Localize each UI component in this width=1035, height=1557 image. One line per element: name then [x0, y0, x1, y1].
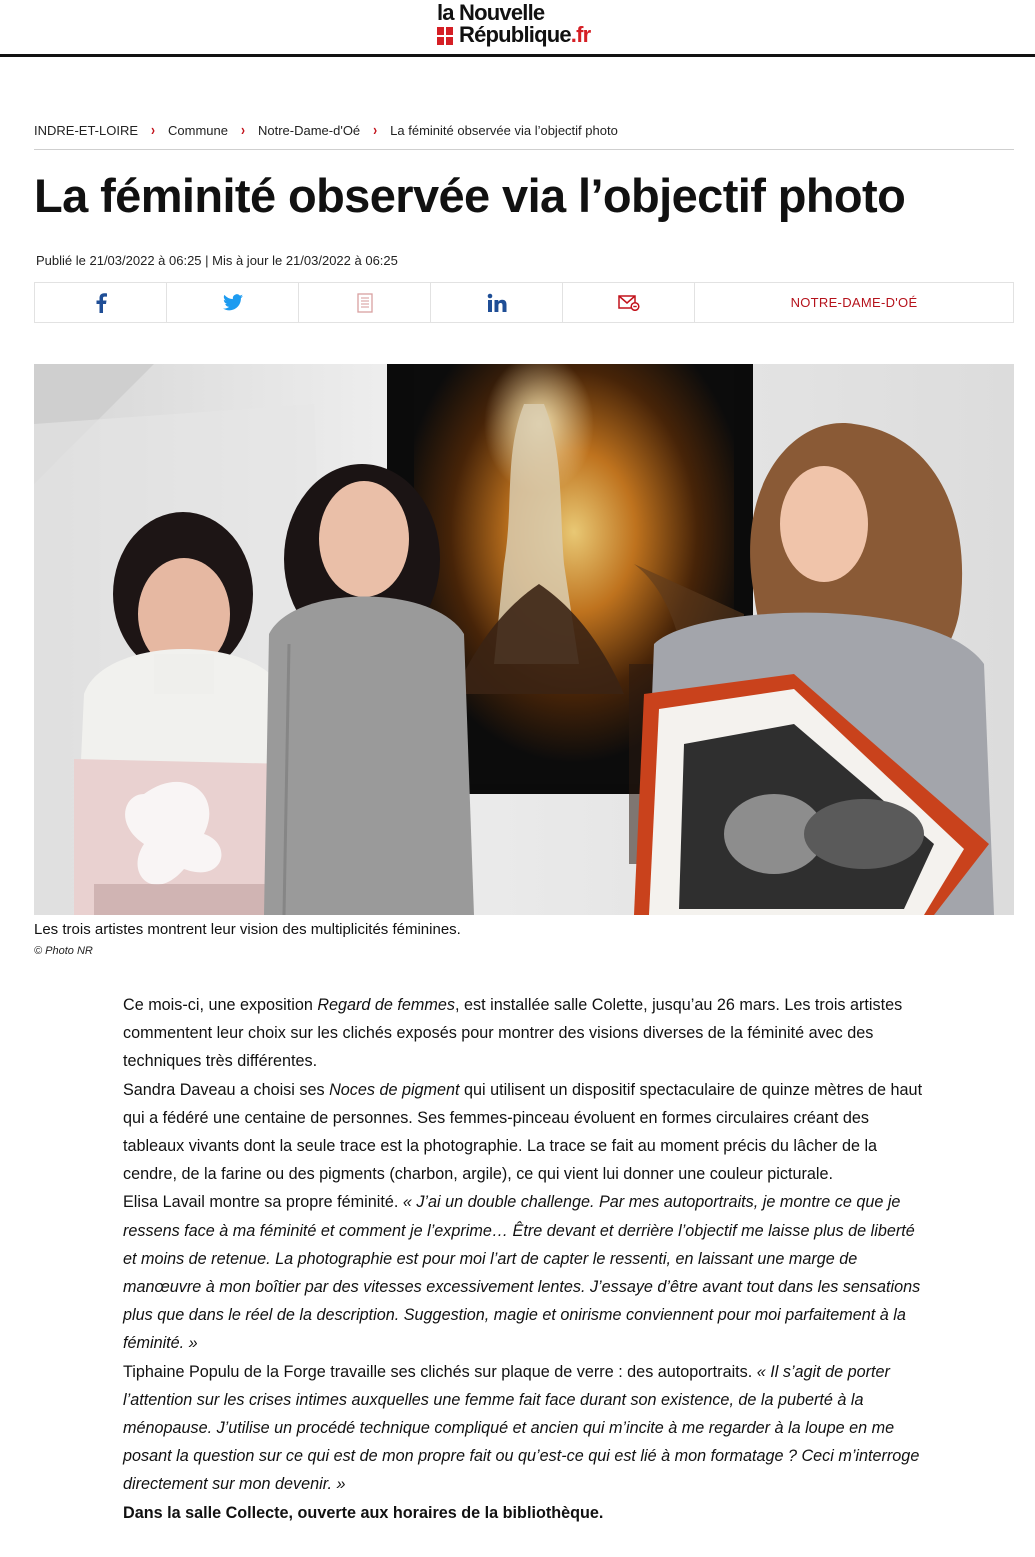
article-practical-info: Dans la salle Collecte, ouverte aux horaires de la bibliothèque. [123, 1503, 604, 1522]
email-icon [618, 295, 640, 311]
share-facebook-button[interactable] [35, 283, 167, 322]
p2-text-a: Sandra Daveau a choisi ses [123, 1080, 330, 1099]
share-bar [34, 282, 1014, 323]
share-twitter-button[interactable] [167, 283, 299, 322]
article-paragraph-1 [123, 991, 928, 1076]
breadcrumb-item-commune[interactable]: Commune [168, 123, 228, 138]
breadcrumb-chevron-icon: › [151, 120, 156, 140]
logo-line-1: la Nouvelle [437, 0, 545, 25]
article-paragraph-3 [123, 1188, 928, 1357]
share-email-button[interactable] [563, 283, 695, 322]
p4-quote: « Il s’agit de porter l’attention sur les crises intimes auxquelles une femme fait face durant son existence, de la puberté à la ménopause. J’utilise un procédé technique compliqué et ancien qui m’incite à me regarder à la loupe en me posant la question sur ce qui est de mon propre fait ou qu’est-ce qui est lié à mon formatage ? Ceci m’interroge directement sur mon devenir. » [123, 1362, 920, 1494]
p2-text-b: qui utilisent un dispositif spectaculaire de quinze mètres de haut qui a fédéré une centaine de personnes. Ses femmes-pinceau évoluent en formes circulaires créant des tableaux vivants dont la seule trace est la photographie. La trace se fait au moment précis du lâcher de la cendre, de la farine ou des pigments (charbon, argile), ce qui vient lui donner une couleur picturale. [123, 1080, 923, 1184]
facebook-icon [95, 293, 107, 313]
photo-caption: Les trois artistes montrent leur vision des multiplicités féminines. [34, 921, 461, 938]
p1-text-a: Ce mois-ci, une exposition [123, 996, 318, 1014]
p3-text-a: Elisa Lavail montre sa propre féminité. [123, 1193, 403, 1212]
breadcrumb-item-notre-dame-d-oe[interactable]: Notre-Dame-d'Oé [257, 123, 361, 138]
breadcrumb [34, 120, 1014, 150]
print-icon [357, 293, 373, 313]
breadcrumb-item-indre-et-loire[interactable]: INDRE-ET-LOIRE [34, 123, 139, 138]
twitter-icon [223, 294, 243, 311]
print-button[interactable] [299, 283, 431, 322]
p2-work-title: Noces de pigment [329, 1080, 460, 1099]
site-logo[interactable] [437, 2, 617, 50]
page-title: La féminité observée via l’objectif photo [34, 169, 906, 222]
article-paragraph-4 [123, 1358, 928, 1499]
logo-mark-icon [437, 27, 453, 45]
logo-name: République [459, 22, 571, 47]
article-photo-image [34, 364, 1014, 915]
p4-text-a: Tiphaine Populu de la Forge travaille ses clichés sur plaque de verre : des autoportraits. [123, 1362, 757, 1381]
article-photo [34, 364, 1014, 915]
logo-line-2 [459, 23, 590, 47]
breadcrumb-chevron-icon: › [373, 120, 378, 140]
p1-exhibition-title: Regard de femmes [317, 996, 456, 1014]
article-paragraph-2 [123, 1076, 928, 1189]
article-body [123, 991, 928, 1527]
publish-dates: Publié le 21/03/2022 à 06:25 | Mis à jour le 21/03/2022 à 06:25 [36, 253, 398, 268]
p1-text-b: , est installée salle Colette, jusqu’au 26 mars. Les trois artistes commentent leur choix sur les clichés exposés pour montrer des visions diverses de la féminité avec des techniques très différentes. [123, 996, 903, 1071]
photo-credit: © Photo NR [34, 945, 93, 957]
breadcrumb-item-current: La féminité observée via l’objectif photo [390, 123, 618, 138]
site-header [0, 0, 1035, 57]
logo-tld: .fr [570, 22, 591, 47]
breadcrumb-chevron-icon: › [240, 120, 245, 140]
tag-link-notre-dame-d-oe[interactable]: NOTRE-DAME-D'OÉ [790, 295, 918, 310]
share-linkedin-button[interactable] [431, 283, 563, 322]
p3-quote: « J’ai un double challenge. Par mes autoportraits, je montre ce que je ressens face à ma féminité et comment je l’exprime… Être devant et derrière l’objectif me laisse plus de liberté et moins de retenue. La photographie est pour moi l’art de capter le ressenti, en laissant une marge de manœuvre à mon boîtier par des vitesses excessivement lentes. J’essaye d’être avant tout dans les sensations plus que dans le réel de la description. Suggestion, magie et onirisme conviennent pour moi parfaitement à la féminité. » [123, 1193, 921, 1353]
linkedin-icon [487, 293, 507, 313]
